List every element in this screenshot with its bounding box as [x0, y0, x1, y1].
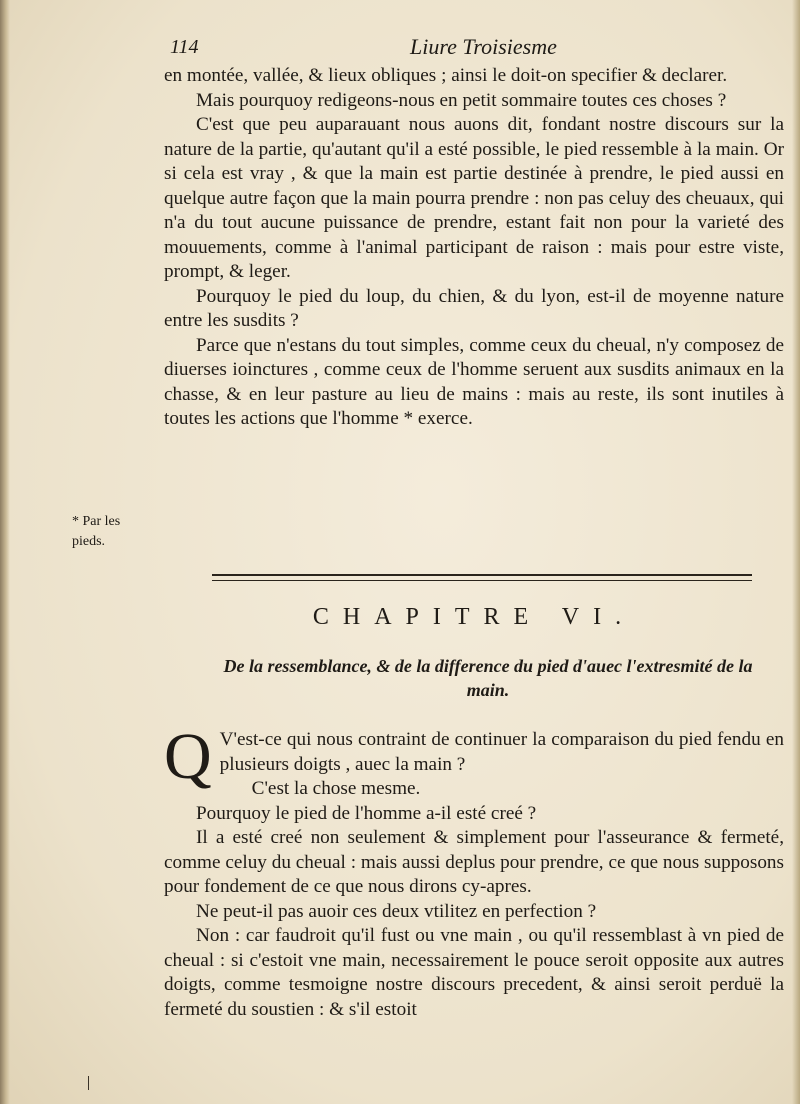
paragraph: C'est la chose mesme. — [251, 778, 421, 799]
page-edge — [792, 0, 800, 1104]
margin-note: * Par les pieds. — [72, 514, 121, 549]
folio-mark — [88, 1076, 93, 1090]
paragraph: Mais pourquoy redigeons-nous en petit sommaire toutes ces choses ? — [196, 89, 727, 111]
top-text-block — [164, 64, 784, 432]
bottom-text-block — [164, 720, 784, 1022]
paragraph: Parce que n'estans du tout simples, comme ceux du cheual, n'y composez de diuerses ioinctures , comme ceux de l'homme seruent aux susdits animaux en la chasse, & en leur pasture au lieu de mains : mais au reste, ils sont inutiles à toutes les actions que l'homme * exerce. — [164, 334, 784, 429]
chapter-title: CHAPITRE VI. — [312, 604, 636, 630]
paragraph: Non : car faudroit qu'il fust ou vne main , ou qu'il ressemblast à vn pied de cheual : si c'estoit vne main, necessairement le pouce seroit opposite aux autres doigts, comme tesmoigne nostre discours precedent, & ainsi seroit perduë la fermeté du soustien : & s'il estoit — [164, 925, 784, 1020]
paragraph: Il a esté creé non seulement & simplement pour l'asseurance & fermeté, comme celuy du cheual : mais aussi deplus pour prendre, ce que nous supposons pour fondement de ce que nous dirons cy-apres. — [164, 827, 784, 897]
paragraph: Pourquoy le pied du loup, du chien, & du lyon, est-il de moyenne nature entre les susdits ? — [164, 285, 784, 331]
drop-cap: Q — [164, 720, 212, 793]
paragraph: Ne peut-il pas auoir ces deux vtilitez en perfection ? — [196, 900, 597, 922]
page-header — [160, 32, 780, 62]
opening-text: V'est-ce qui nous contraint de continuer la comparaison du pied fendu en plusieurs doigts , auec la main ? — [219, 729, 784, 775]
chapter-subtitle: De la ressemblance, & de la difference du pied d'auec l'extresmité de la main. — [223, 656, 753, 700]
page-gutter — [0, 0, 10, 1104]
paragraph: C'est que peu auparauant nous auons dit, fondant nostre discours sur la nature de la partie, qu'autant qu'il a esté possible, le pied ressemble à la main. Or si cela est vray , & que la main est partie destinée à prendre, le pied aussi en quelque autre façon que la main pourra prendre : non pas celuy des cheuaux, qui n'a du tout aucune puissance de prendre, estant fait non pour la varieté des mouuements, comme à l'animal participant de raison : mais pour estre viste, prompt, & leger. — [164, 114, 784, 282]
chapter-divider — [212, 574, 752, 581]
page-number: 114 — [170, 36, 199, 58]
running-title: Liure Troisiesme — [410, 34, 557, 59]
paragraph: Pourquoy le pied de l'homme a-il esté creé ? — [196, 802, 537, 824]
paragraph: en montée, vallée, & lieux obliques ; ainsi le doit-on specifier & declarer. — [164, 65, 728, 86]
